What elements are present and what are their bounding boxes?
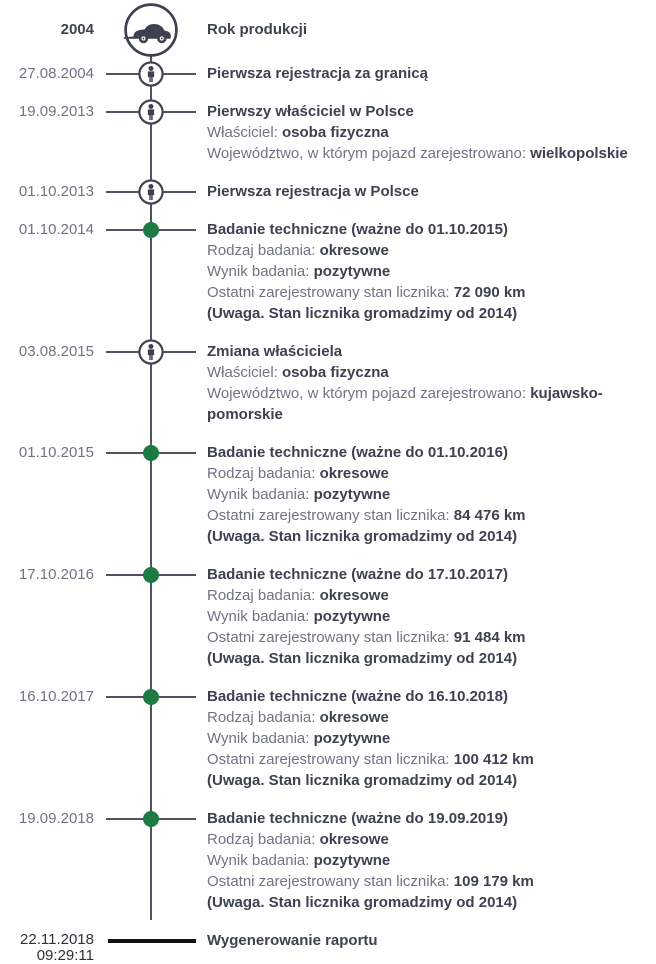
event-detail	[207, 585, 656, 606]
event-detail	[207, 627, 656, 648]
event-title: Wygenerowanie raportu	[207, 932, 378, 949]
event-marker-cell	[101, 181, 201, 202]
event-content	[201, 2, 656, 58]
event-content	[201, 63, 656, 84]
event-content	[201, 219, 656, 324]
timeline-event	[0, 808, 656, 913]
event-marker-cell	[101, 219, 201, 324]
event-marker-cell	[101, 341, 201, 425]
event-title: Badanie techniczne (ważne do 19.09.2019)	[207, 810, 508, 827]
detail-label: Rodzaj badania:	[207, 465, 316, 482]
event-marker-cell	[101, 686, 201, 791]
detail-label: Ostatni zarejestrowany stan licznika:	[207, 284, 450, 301]
event-date	[0, 2, 101, 58]
event-title: Badanie techniczne (ważne do 16.10.2018)	[207, 688, 508, 705]
event-detail	[207, 122, 656, 143]
event-content	[201, 341, 656, 425]
event-detail	[207, 463, 656, 484]
event-detail	[207, 728, 656, 749]
detail-label: Ostatni zarejestrowany stan licznika:	[207, 629, 450, 646]
event-date	[0, 341, 101, 425]
event-date	[0, 63, 101, 84]
detail-label: Rodzaj badania:	[207, 709, 316, 726]
inspection-dot	[143, 811, 159, 827]
event-title: Zmiana właściciela	[207, 343, 343, 360]
timeline-event	[0, 442, 656, 547]
detail-value: pozytywne	[313, 852, 391, 869]
person-icon	[138, 99, 164, 125]
event-date	[0, 219, 101, 324]
timeline-event	[0, 564, 656, 669]
event-date	[0, 686, 101, 791]
event-date	[0, 101, 101, 164]
detail-value: 72 090 km	[453, 284, 526, 301]
detail-value: pozytywne	[313, 730, 391, 747]
event-time-text: 09:29:11	[36, 947, 94, 964]
detail-value: pozytywne	[313, 486, 391, 503]
timeline-event	[0, 219, 656, 324]
person-icon	[138, 179, 164, 205]
detail-label: Rodzaj badania:	[207, 242, 316, 259]
detail-value: pozytywne	[313, 263, 391, 280]
event-detail	[207, 606, 656, 627]
report-bar-marker	[108, 939, 196, 943]
event-detail	[207, 282, 656, 303]
event-marker-cell	[101, 930, 201, 964]
event-detail	[207, 240, 656, 261]
event-title: Badanie techniczne (ważne do 01.10.2016)	[207, 444, 508, 461]
event-date-text: 19.09.2018	[18, 810, 94, 827]
timeline-event	[0, 2, 656, 58]
detail-label: Rodzaj badania:	[207, 831, 316, 848]
event-detail	[207, 261, 656, 282]
detail-label: Wynik badania:	[207, 852, 310, 869]
event-marker-cell	[101, 101, 201, 164]
event-title: Pierwszy właściciel w Polsce	[207, 103, 414, 120]
event-date	[0, 930, 101, 964]
event-content	[201, 564, 656, 669]
event-detail	[207, 850, 656, 871]
detail-label: Wynik badania:	[207, 730, 310, 747]
detail-label: Ostatni zarejestrowany stan licznika:	[207, 507, 450, 524]
event-content	[201, 808, 656, 913]
event-date-text: 03.08.2015	[18, 343, 94, 360]
event-detail	[207, 749, 656, 770]
event-note: (Uwaga. Stan licznika gromadzimy od 2014)	[207, 772, 518, 789]
event-detail	[207, 383, 656, 425]
event-date-text: 01.10.2014	[18, 221, 94, 238]
inspection-dot	[143, 689, 159, 705]
inspection-dot	[143, 222, 159, 238]
event-title: Pierwsza rejestracja za granicą	[207, 65, 428, 82]
event-detail	[207, 362, 656, 383]
event-title: Badanie techniczne (ważne do 17.10.2017)	[207, 566, 508, 583]
detail-label: Rodzaj badania:	[207, 587, 316, 604]
event-content	[201, 101, 656, 164]
timeline-event	[0, 101, 656, 164]
detail-label: Wynik badania:	[207, 608, 310, 625]
detail-value: okresowe	[319, 242, 389, 259]
event-title: Badanie techniczne (ważne do 01.10.2015)	[207, 221, 508, 238]
event-date	[0, 564, 101, 669]
event-marker-cell	[101, 564, 201, 669]
detail-value: wielkopolskie	[530, 145, 628, 162]
detail-value: 91 484 km	[453, 629, 526, 646]
event-content	[201, 930, 656, 964]
detail-label: Wynik badania:	[207, 263, 310, 280]
detail-value: okresowe	[319, 465, 389, 482]
event-date-text: 27.08.2004	[18, 65, 94, 82]
event-content	[201, 686, 656, 791]
timeline-event	[0, 63, 656, 84]
timeline-event	[0, 930, 656, 964]
event-note: (Uwaga. Stan licznika gromadzimy od 2014)	[207, 528, 518, 545]
detail-value: osoba fizyczna	[282, 364, 389, 381]
detail-value: 109 179 km	[453, 873, 534, 890]
inspection-dot	[143, 445, 159, 461]
event-note: (Uwaga. Stan licznika gromadzimy od 2014)	[207, 650, 518, 667]
detail-value: pozytywne	[313, 608, 391, 625]
event-date	[0, 181, 101, 202]
detail-value: okresowe	[319, 831, 389, 848]
event-detail	[207, 505, 656, 526]
event-detail	[207, 707, 656, 728]
detail-label: Właściciel:	[207, 124, 278, 141]
event-marker-cell	[101, 442, 201, 547]
detail-value: okresowe	[319, 587, 389, 604]
event-date-text: 2004	[60, 21, 94, 38]
event-marker-cell	[101, 808, 201, 913]
event-date-text: 01.10.2015	[18, 444, 94, 461]
car-icon	[123, 2, 179, 58]
event-note: (Uwaga. Stan licznika gromadzimy od 2014)	[207, 305, 518, 322]
timeline-event	[0, 686, 656, 791]
event-detail	[207, 484, 656, 505]
inspection-dot	[143, 567, 159, 583]
event-date-text: 22.11.2018	[20, 931, 94, 948]
event-detail	[207, 143, 656, 164]
detail-value: osoba fizyczna	[282, 124, 389, 141]
event-content	[201, 442, 656, 547]
event-detail	[207, 829, 656, 850]
detail-label: Województwo, w którym pojazd zarejestrowano:	[207, 385, 527, 402]
event-date	[0, 442, 101, 547]
person-icon	[138, 339, 164, 365]
detail-label: Województwo, w którym pojazd zarejestrowano:	[207, 145, 527, 162]
event-title: Pierwsza rejestracja w Polsce	[207, 183, 419, 200]
event-note: (Uwaga. Stan licznika gromadzimy od 2014)	[207, 894, 518, 911]
detail-label: Ostatni zarejestrowany stan licznika:	[207, 751, 450, 768]
timeline-event	[0, 181, 656, 202]
detail-label: Wynik badania:	[207, 486, 310, 503]
detail-value: kujawsko-pomorskie	[207, 385, 603, 423]
event-title: Rok produkcji	[207, 21, 308, 38]
person-icon	[138, 61, 164, 87]
event-date-text: 19.09.2013	[18, 103, 94, 120]
event-marker-cell	[101, 2, 201, 58]
event-date	[0, 808, 101, 913]
event-date-text: 17.10.2016	[18, 566, 94, 583]
detail-value: 84 476 km	[453, 507, 526, 524]
event-date-text: 16.10.2017	[18, 688, 94, 705]
event-marker-cell	[101, 63, 201, 84]
detail-label: Ostatni zarejestrowany stan licznika:	[207, 873, 450, 890]
event-content	[201, 181, 656, 202]
event-detail	[207, 871, 656, 892]
detail-value: 100 412 km	[453, 751, 534, 768]
detail-label: Właściciel:	[207, 364, 278, 381]
detail-value: okresowe	[319, 709, 389, 726]
event-date-text: 01.10.2013	[18, 183, 94, 200]
timeline-event	[0, 341, 656, 425]
